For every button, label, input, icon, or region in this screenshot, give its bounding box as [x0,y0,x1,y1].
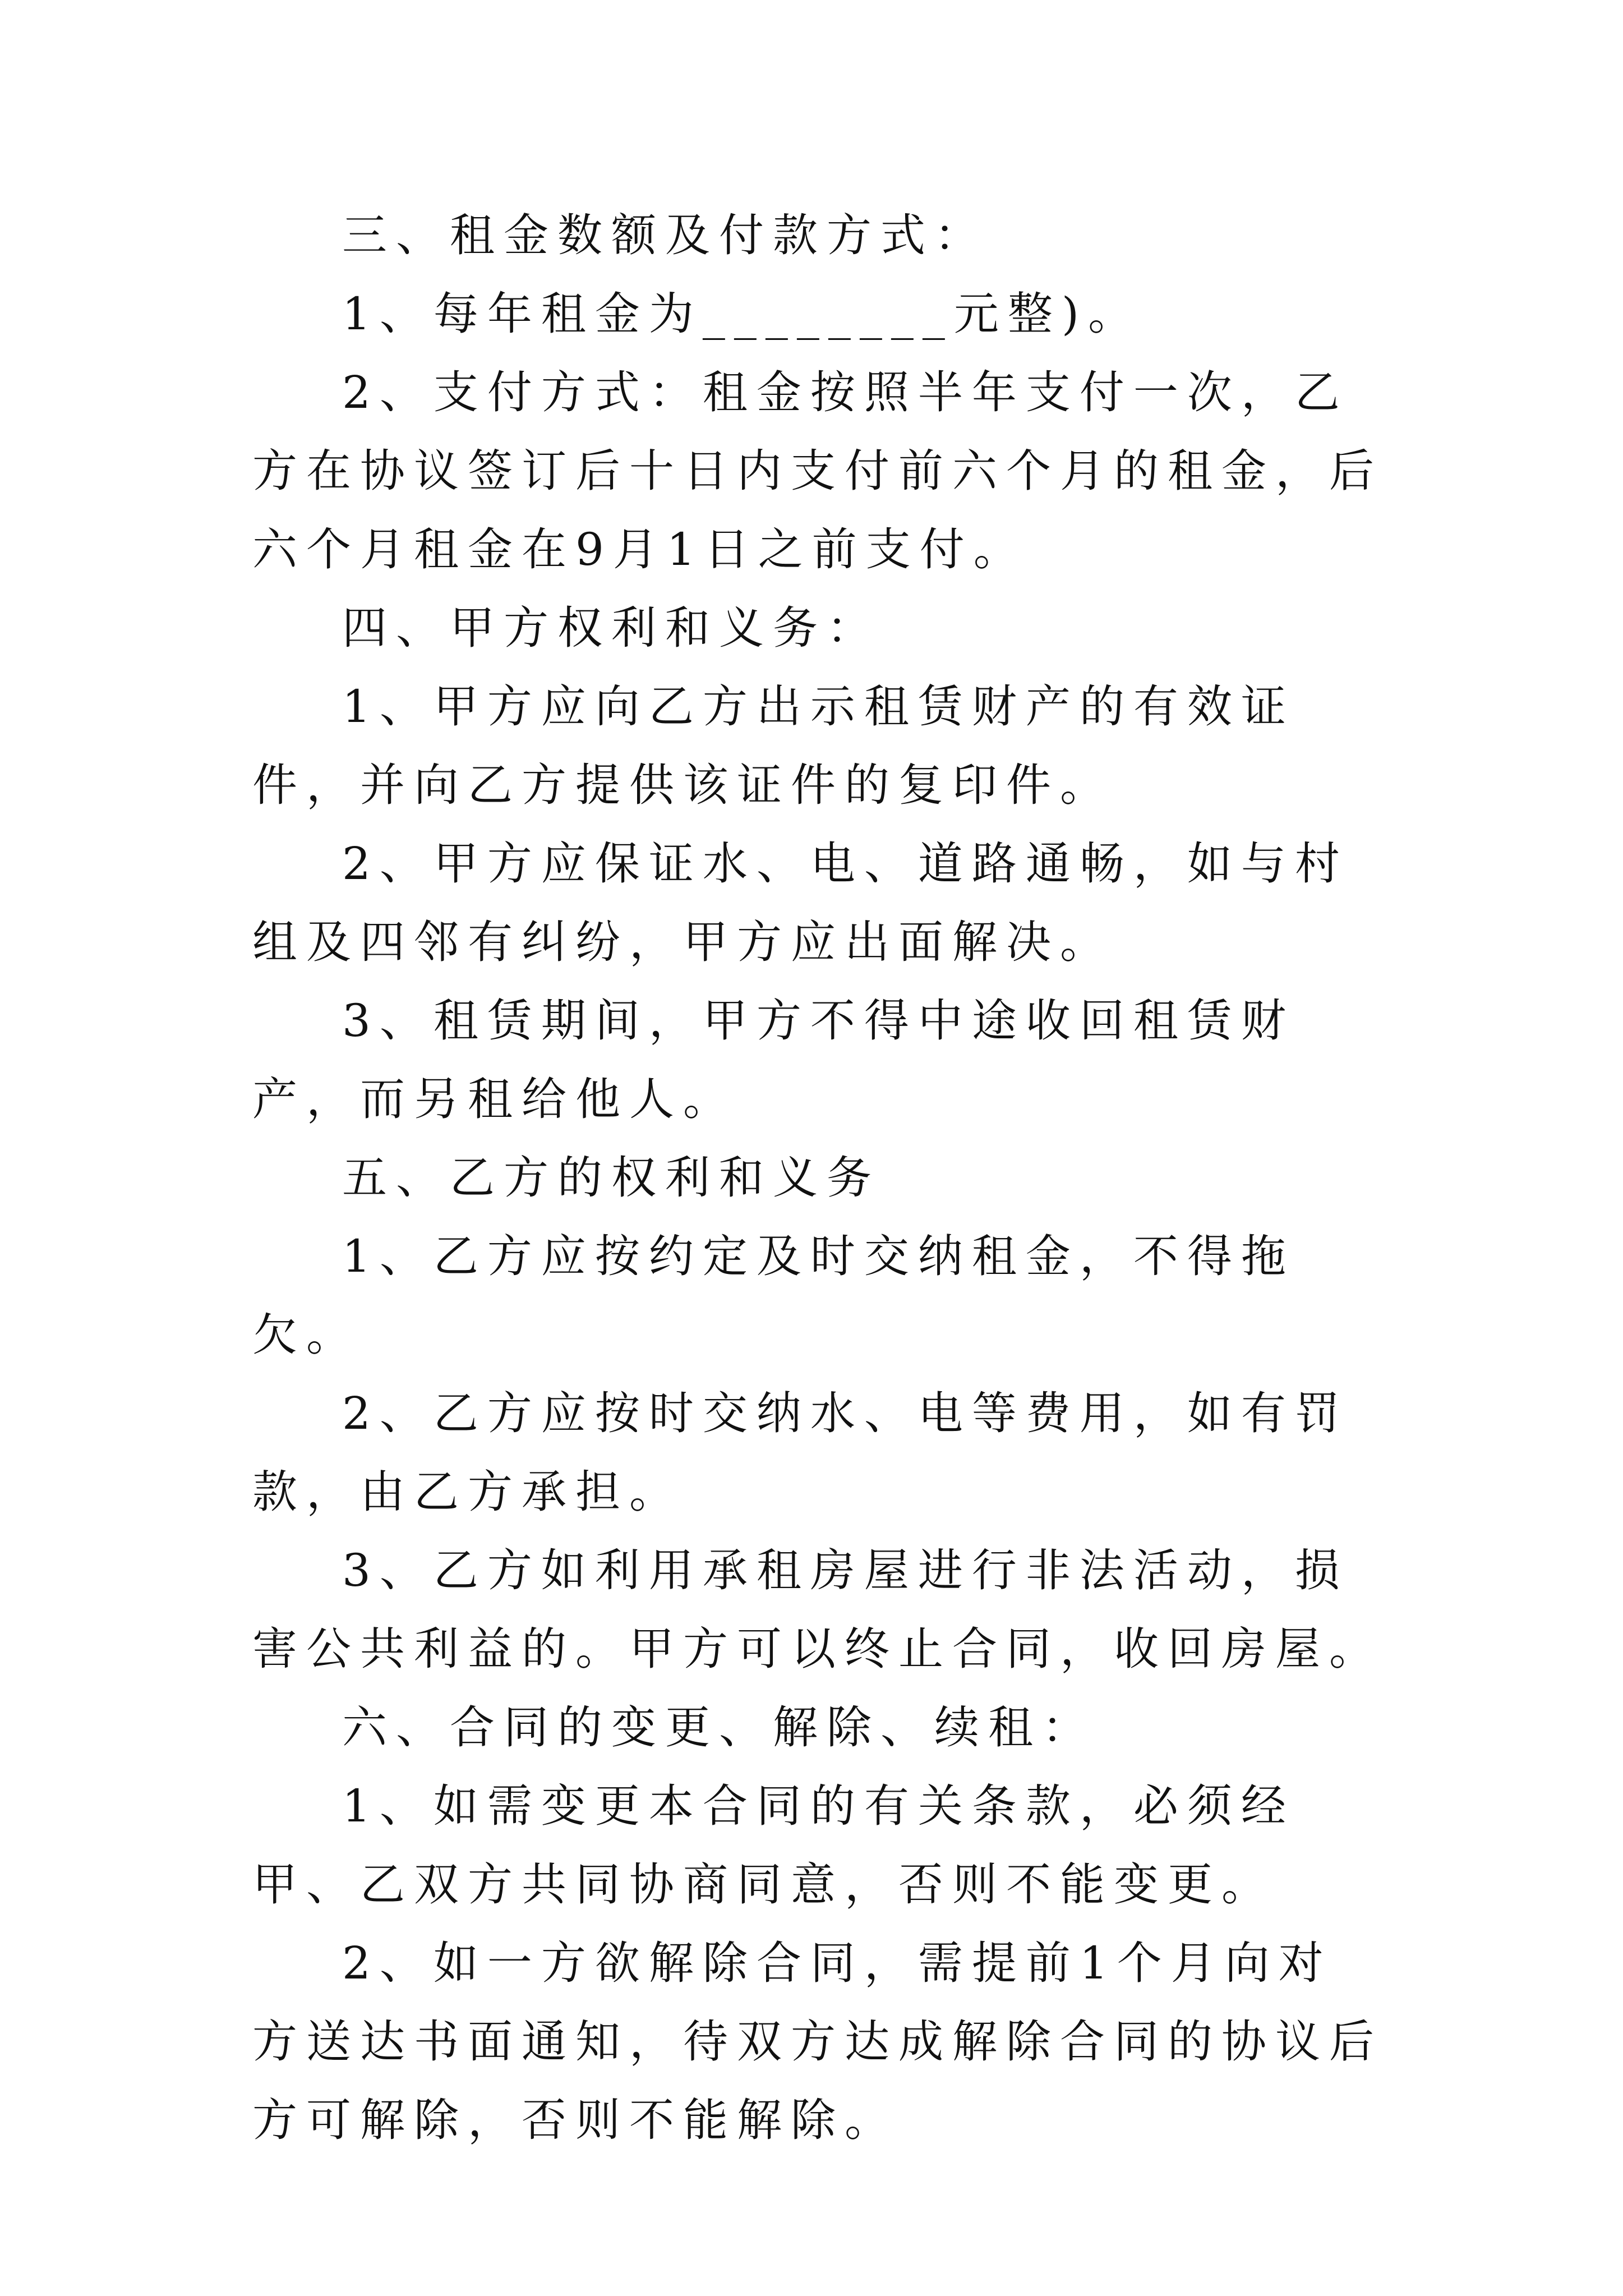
clause-party-b-illegal-use: 3、乙方如利用承租房屋进行非法活动，损害公共利益的。甲方可以终止合同，收回房屋。 [252,1544,1383,1675]
clause-party-a-utilities: 2、甲方应保证水、电、道路通畅，如与村组及四邻有纠纷，甲方应出面解决。 [252,838,1349,968]
clause-annual-rent: 1、每年租金为________元整)。 [342,288,1142,340]
clause-payment-method: 2、支付方式：租金按照半年支付一次，乙方在协议签订后十日内支付前六个月的租金，后六个月租金在9月1日之前支付。 [252,366,1383,576]
section-heading-party-a-rights: 四、甲方权利和义务： [342,602,880,654]
section-heading-rent-payment: 三、租金数额及付款方式： [342,209,988,261]
clause-party-b-fees: 2、乙方应按时交纳水、电等费用，如有罚款，由乙方承担。 [252,1387,1349,1518]
clause-party-a-no-recall: 3、租赁期间，甲方不得中途收回租赁财产，而另租给他人。 [252,995,1295,1125]
section-heading-contract-changes: 六、合同的变更、解除、续租： [342,1701,1096,1754]
clause-contract-termination: 2、如一方欲解除合同，需提前1个月向对方送达书面通知，待双方达成解除合同的协议后方可解除，否则不能解除。 [252,1937,1383,2146]
document-body [252,196,1385,2160]
clause-contract-modification: 1、如需变更本合同的有关条款，必须经甲、乙双方共同协商同意，否则不能变更。 [252,1780,1295,1911]
clause-party-b-rent: 1、乙方应按约定及时交纳租金，不得拖欠。 [252,1230,1295,1361]
section-heading-party-b-rights: 五、乙方的权利和义务 [342,1152,880,1204]
clause-party-a-certificate: 1、甲方应向乙方出示租赁财产的有效证件，并向乙方提供该证件的复印件。 [252,680,1295,811]
